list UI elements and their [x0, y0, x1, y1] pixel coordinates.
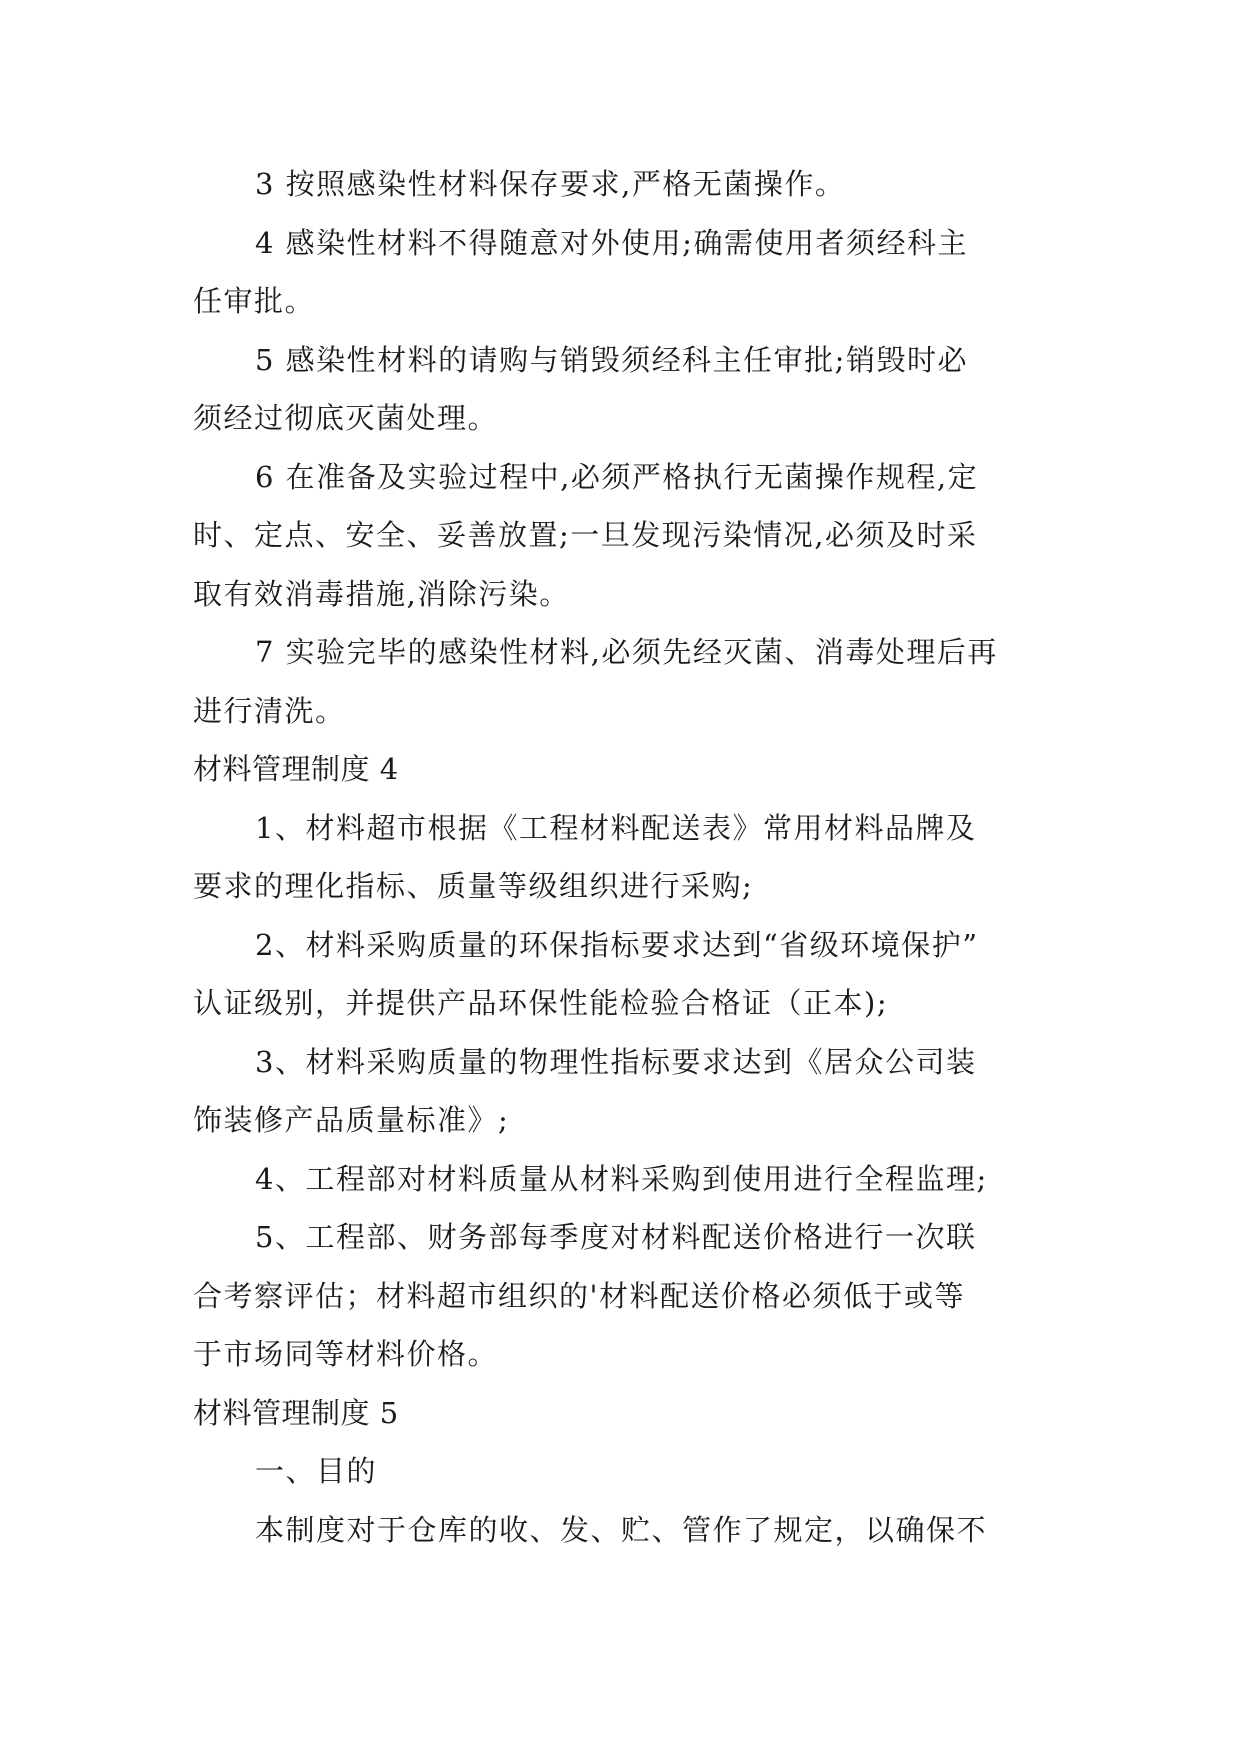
paragraph-line: 5 感染性材料的请购与销毁须经科主任审批;销毁时必 — [255, 342, 968, 377]
paragraph-line: 时、定点、安全、妥善放置;一旦发现污染情况,必须及时采 — [193, 518, 978, 552]
paragraph-line: 饰装修产品质量标准》; — [193, 1103, 510, 1137]
paragraph-line: 5、工程部、财务部每季度对材料配送价格进行一次联 — [255, 1220, 977, 1254]
paragraph-line: 于市场同等材料价格。 — [193, 1337, 499, 1371]
paragraph-line: 任审批。 — [193, 284, 316, 318]
paragraph-line: 2、材料采购质量的环保指标要求达到“省级环境保护” — [255, 927, 979, 962]
paragraph-line: 进行清洗。 — [193, 693, 346, 728]
paragraph-line: 4、工程部对材料质量从材料采购到使用进行全程监理; — [255, 1161, 988, 1196]
paragraph-line: 取有效消毒措施,消除污染。 — [193, 576, 570, 611]
paragraph-line: 6 在准备及实验过程中,必须严格执行无菌操作规程,定 — [255, 459, 979, 494]
paragraph-line: 一、目的 — [255, 1454, 378, 1488]
paragraph-line: 7 实验完毕的感染性材料,必须先经灭菌、消毒处理后再 — [255, 635, 998, 669]
paragraph-line: 本制度对于仓库的收、发、贮、管作了规定，以确保不 — [255, 1512, 988, 1547]
paragraph-line: 1、材料超市根据《工程材料配送表》常用材料品牌及 — [255, 810, 977, 845]
paragraph-line: 4 感染性材料不得随意对外使用;确需使用者须经科主 — [255, 225, 968, 260]
section-heading: 材料管理制度 4 — [193, 752, 399, 786]
paragraph-line: 3 按照感染性材料保存要求,严格无菌操作。 — [255, 167, 846, 201]
paragraph-line: 要求的理化指标、质量等级组织进行采购; — [193, 869, 754, 903]
section-heading: 材料管理制度 5 — [193, 1395, 399, 1430]
paragraph-line: 认证级别，并提供产品环保性能检验合格证（正本); — [193, 986, 889, 1020]
paragraph-line: 合考察评估；材料超市组织的'材料配送价格必须低于或等 — [193, 1278, 965, 1313]
paragraph-line: 3、材料采购质量的物理性指标要求达到《居众公司装 — [255, 1044, 977, 1079]
document-page — [193, 155, 1053, 1559]
paragraph-line: 须经过彻底灭菌处理。 — [193, 401, 499, 435]
